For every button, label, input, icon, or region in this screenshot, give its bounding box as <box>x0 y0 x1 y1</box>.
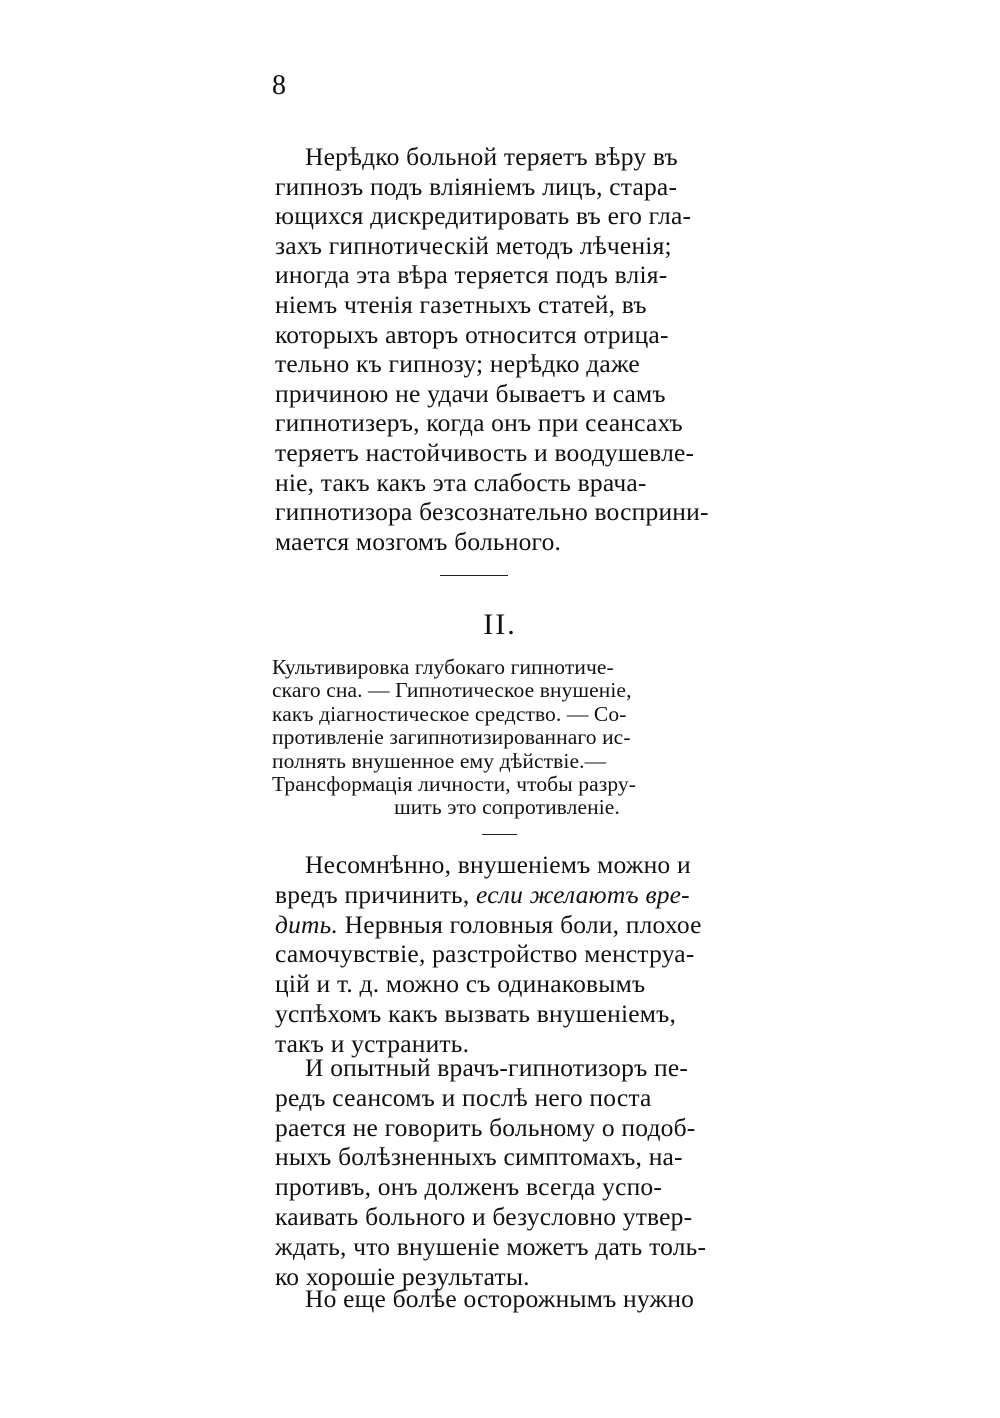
text-line: иногда эта вѣра теряется подъ влія- <box>275 260 668 290</box>
summary-line: скаго сна. — Гипнотическое внушеніе, <box>272 679 632 703</box>
text-line <box>275 910 740 940</box>
text-line: рается не говорить больному о подоб- <box>275 1112 696 1142</box>
page-number: 8 <box>272 70 286 101</box>
text-line: ныхъ болѣзненныхъ симптомахъ, на- <box>275 1142 683 1172</box>
text-line: успѣхомъ какъ вызвать внушеніемъ, <box>275 998 677 1028</box>
text-line: такъ и устранить. <box>275 1028 470 1058</box>
text-segment: Нервныя головныя боли, плохое <box>338 909 702 939</box>
text-line: противъ, онъ долженъ всегда успо- <box>275 1172 663 1202</box>
text-line: ющихся дискредитировать въ его гла- <box>275 201 692 231</box>
italic-emphasis: дить. <box>275 909 339 939</box>
summary-line: полнять внушенное ему дѣйствіе.— <box>272 749 607 773</box>
text-line: ніемъ чтенія газетныхъ статей, въ <box>275 289 647 319</box>
summary-divider <box>482 834 517 835</box>
summary-line: какъ діагностическое средство. — Со- <box>272 702 627 726</box>
text-line: гипнотизора безсознательно восприни- <box>275 497 709 527</box>
text-line: причиною не удачи бываетъ и самъ <box>275 378 666 408</box>
paragraph-experienced-hypnotist <box>275 1053 740 1291</box>
text-line: гипнозъ подъ вліяніемъ лицъ, стара- <box>275 171 678 201</box>
text-line: ніе, такъ какъ эта слабость врача- <box>275 467 647 497</box>
text-line: цій и т. д. можно съ одинаковымъ <box>275 969 646 999</box>
text-line: И опытный врачъ-гипнотизоръ пе- <box>305 1053 689 1082</box>
text-line: тельно къ гипнозу; нерѣдко даже <box>275 349 640 379</box>
text-line: редъ сеансомъ и послѣ него поста <box>275 1082 652 1112</box>
summary-line: противленіе загипнотизированнаго ис- <box>272 726 631 750</box>
text-line: которыхъ авторъ относится отрица- <box>275 319 669 349</box>
paragraph-continuation <box>275 1284 740 1314</box>
text-segment: вредъ причинить, <box>275 879 477 909</box>
chapter-heading: II. <box>483 608 517 641</box>
text-line: каивать больного и безусловно утвер- <box>275 1201 693 1231</box>
chapter-summary <box>272 656 742 820</box>
text-line: Нерѣдко больной теряетъ вѣру въ <box>305 142 678 171</box>
text-line: теряетъ настойчивость и воодушевле- <box>275 437 695 467</box>
text-line: Но еще болѣе осторожнымъ нужно <box>305 1284 695 1313</box>
text-line: гипнотизеръ, когда онъ при сеансахъ <box>275 408 683 438</box>
paragraph-hypnosis-faith <box>275 142 740 556</box>
text-line: Несомнѣнно, внушеніемъ можно и <box>305 850 691 879</box>
paragraph-suggestion-harm <box>275 850 740 1059</box>
summary-line: шить это сопротивленіе. <box>394 796 620 820</box>
italic-emphasis: если желаютъ вре- <box>476 879 690 909</box>
text-line: захъ гипнотическій методъ лѣченія; <box>275 230 672 260</box>
text-line: ждать, что внушеніе можетъ дать толь- <box>275 1231 707 1261</box>
text-line: ко хорошіе результаты. <box>275 1261 530 1291</box>
text-line <box>275 880 740 910</box>
summary-line: Культивировка глубокаго гипнотиче- <box>272 656 614 679</box>
section-divider <box>440 575 508 576</box>
text-line: самочувствіе, разстройство менструа- <box>275 939 695 969</box>
text-line: мается мозгомъ больного. <box>275 526 562 556</box>
summary-line: Трансформація личности, чтобы разру- <box>272 772 636 796</box>
